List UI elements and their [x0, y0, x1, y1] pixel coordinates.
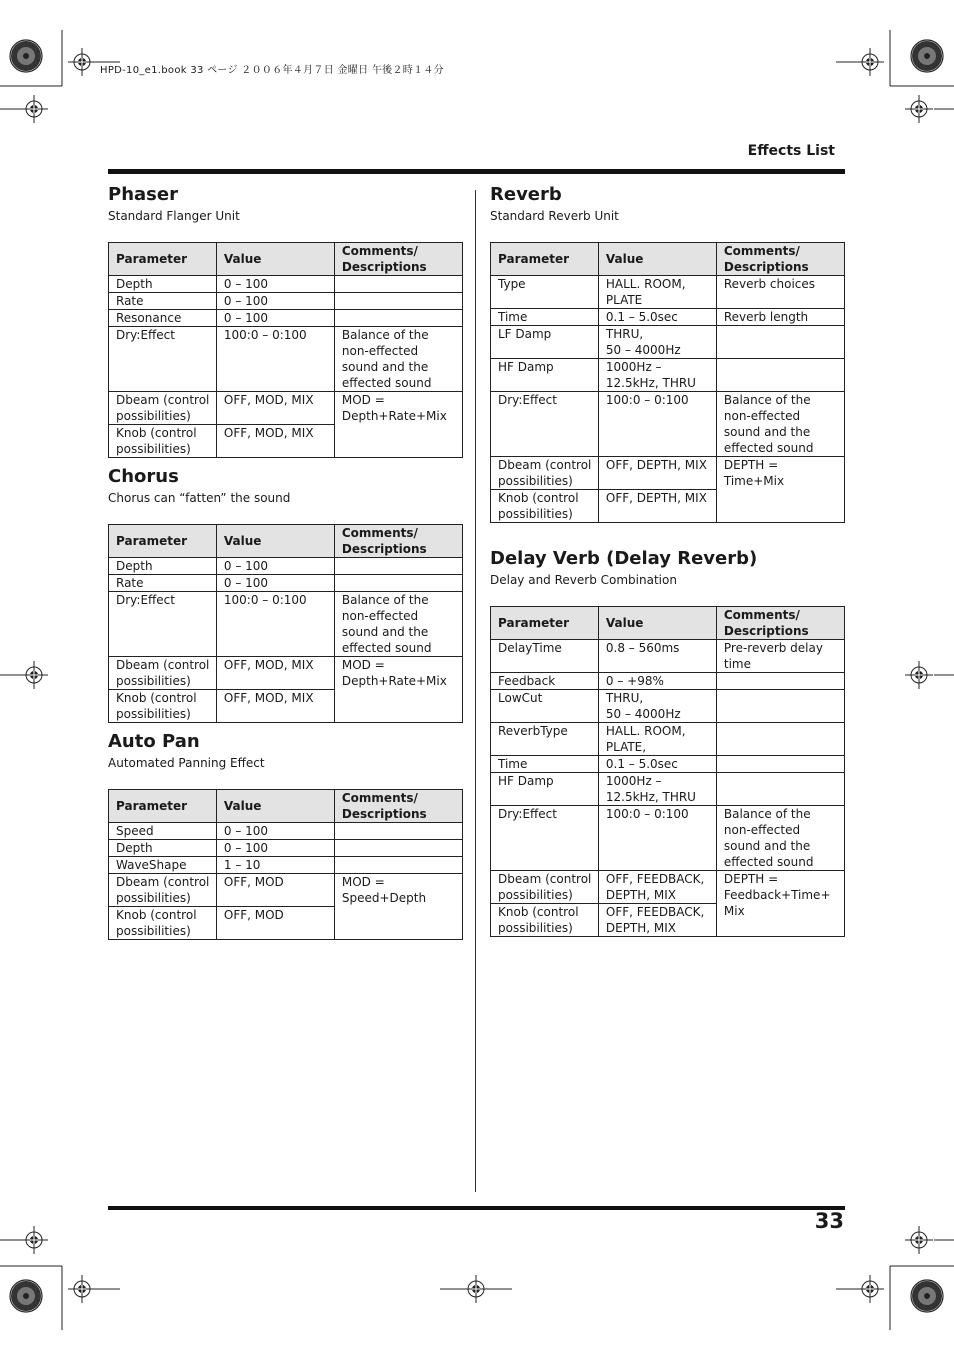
table-header-row [109, 525, 463, 558]
parameter-cell: Depth [109, 840, 217, 857]
table-row [109, 293, 463, 310]
parameter-cell: Dbeam (control possibilities) [491, 871, 599, 904]
parameter-cell: DelayTime [491, 640, 599, 673]
parameter-cell: Speed [109, 823, 217, 840]
value-cell: 1 – 10 [216, 857, 334, 874]
table-row [491, 276, 845, 309]
section-title: Delay Verb (Delay Reverb) [490, 548, 758, 569]
table-row [109, 558, 463, 575]
section-subtitle: Standard Flanger Unit [108, 209, 240, 223]
value-cell: OFF, MOD, MIX [216, 425, 334, 458]
comment-cell [716, 756, 844, 773]
parameter-cell: Knob (control possibilities) [109, 690, 217, 723]
comment-cell: Reverb choices [716, 276, 844, 309]
table-row [491, 457, 845, 490]
table-row [491, 756, 845, 773]
comment-cell [334, 857, 462, 874]
value-cell: 1000Hz – 12.5kHz, THRU [598, 773, 716, 806]
comment-cell: MOD = Speed+Depth [334, 874, 462, 940]
value-cell: 0.8 – 560ms [598, 640, 716, 673]
phaser-section [108, 184, 240, 224]
value-cell: 0 – 100 [216, 823, 334, 840]
table-header-row [491, 607, 845, 640]
value-cell: 0 – +98% [598, 673, 716, 690]
parameter-cell: Dry:Effect [109, 327, 217, 392]
value-cell: 0 – 100 [216, 276, 334, 293]
table-row [491, 392, 845, 457]
comment-cell: DEPTH = Time+Mix [716, 457, 844, 523]
parameter-cell: Knob (control possibilities) [491, 904, 599, 937]
table-row [491, 690, 845, 723]
value-cell: OFF, MOD, MIX [216, 690, 334, 723]
value-cell: 0 – 100 [216, 293, 334, 310]
comment-cell: MOD = Depth+Rate+Mix [334, 392, 462, 458]
column-header-parameter: Parameter [491, 607, 599, 640]
table-row [109, 392, 463, 425]
value-cell: 0.1 – 5.0sec [598, 309, 716, 326]
reverb-section [490, 184, 619, 224]
table-row [109, 327, 463, 392]
parameter-cell: Dbeam (control possibilities) [491, 457, 599, 490]
parameter-cell: Dry:Effect [109, 592, 217, 657]
value-cell: THRU, 50 – 4000Hz [598, 690, 716, 723]
chorus-table [108, 524, 463, 723]
parameter-cell: HF Damp [491, 359, 599, 392]
column-header-value: Value [216, 525, 334, 558]
value-cell: 0 – 100 [216, 840, 334, 857]
page-number: 33 [814, 1209, 844, 1233]
comment-cell [716, 359, 844, 392]
section-subtitle: Automated Panning Effect [108, 756, 265, 770]
table-row [491, 359, 845, 392]
table-row [109, 276, 463, 293]
parameter-cell: Dbeam (control possibilities) [109, 392, 217, 425]
running-head: Effects List [747, 143, 835, 159]
value-cell: 0.1 – 5.0sec [598, 756, 716, 773]
parameter-cell: ReverbType [491, 723, 599, 756]
table-row [109, 575, 463, 592]
comment-cell [716, 690, 844, 723]
comment-cell [334, 310, 462, 327]
value-cell: 1000Hz – 12.5kHz, THRU [598, 359, 716, 392]
book-meta-header: HPD-10_e1.book 33 ページ ２００６年４月７日 金曜日 午後２時１４分 [100, 65, 444, 76]
table-row [109, 823, 463, 840]
phaser-table [108, 242, 463, 458]
table-row [491, 723, 845, 756]
comment-cell [716, 673, 844, 690]
column-header-comments: Comments/ Descriptions [334, 790, 462, 823]
table-header-row [109, 790, 463, 823]
table-row [491, 673, 845, 690]
comment-cell [716, 773, 844, 806]
column-header-parameter: Parameter [109, 243, 217, 276]
table-header-row [491, 243, 845, 276]
comment-cell [334, 840, 462, 857]
parameter-cell: LowCut [491, 690, 599, 723]
comment-cell [334, 276, 462, 293]
parameter-cell: Time [491, 309, 599, 326]
parameter-cell: Dry:Effect [491, 806, 599, 871]
value-cell: 100:0 – 0:100 [216, 327, 334, 392]
parameter-cell: Type [491, 276, 599, 309]
column-header-parameter: Parameter [109, 790, 217, 823]
table-row [491, 309, 845, 326]
table-row [109, 657, 463, 690]
parameter-cell: Rate [109, 293, 217, 310]
column-header-comments: Comments/ Descriptions [334, 525, 462, 558]
parameter-cell: Dbeam (control possibilities) [109, 874, 217, 907]
column-header-parameter: Parameter [109, 525, 217, 558]
value-cell: OFF, MOD [216, 874, 334, 907]
chorus-section [108, 466, 290, 506]
value-cell: OFF, MOD [216, 907, 334, 940]
column-header-value: Value [598, 607, 716, 640]
table-row [491, 773, 845, 806]
comment-cell: Balance of the non-effected sound and the effected sound [334, 327, 462, 392]
comment-cell: DEPTH = Feedback+Time+ Mix [716, 871, 844, 937]
section-title: Auto Pan [108, 731, 200, 752]
comment-cell: Balance of the non-effected sound and the effected sound [716, 392, 844, 457]
column-header-comments: Comments/ Descriptions [716, 607, 844, 640]
delayverb-table [490, 606, 845, 937]
table-row [491, 806, 845, 871]
parameter-cell: Depth [109, 276, 217, 293]
value-cell: OFF, FEEDBACK, DEPTH, MIX [598, 871, 716, 904]
table-header-row [109, 243, 463, 276]
section-title: Chorus [108, 466, 179, 487]
comment-cell [334, 823, 462, 840]
comment-cell [334, 575, 462, 592]
value-cell: HALL. ROOM, PLATE [598, 276, 716, 309]
autopan-section [108, 731, 265, 771]
parameter-cell: LF Damp [491, 326, 599, 359]
value-cell: 0 – 100 [216, 310, 334, 327]
value-cell: 0 – 100 [216, 558, 334, 575]
parameter-cell: Knob (control possibilities) [109, 425, 217, 458]
comment-cell: Balance of the non-effected sound and the effected sound [716, 806, 844, 871]
table-row [109, 874, 463, 907]
section-subtitle: Chorus can “fatten” the sound [108, 491, 291, 505]
table-row [109, 592, 463, 657]
comment-cell: Pre-reverb delay time [716, 640, 844, 673]
column-header-parameter: Parameter [491, 243, 599, 276]
column-divider [475, 190, 476, 1192]
top-rule [108, 169, 845, 174]
comment-cell [334, 293, 462, 310]
comment-cell [334, 558, 462, 575]
table-row [109, 310, 463, 327]
reverb-table [490, 242, 845, 523]
parameter-cell: Dbeam (control possibilities) [109, 657, 217, 690]
column-header-comments: Comments/ Descriptions [716, 243, 844, 276]
parameter-cell: Time [491, 756, 599, 773]
comment-cell: Reverb length [716, 309, 844, 326]
comment-cell [716, 326, 844, 359]
value-cell: 100:0 – 0:100 [598, 392, 716, 457]
value-cell: 100:0 – 0:100 [598, 806, 716, 871]
value-cell: OFF, DEPTH, MIX [598, 457, 716, 490]
table-row [109, 857, 463, 874]
parameter-cell: Knob (control possibilities) [109, 907, 217, 940]
autopan-table [108, 789, 463, 940]
parameter-cell: Knob (control possibilities) [491, 490, 599, 523]
value-cell: OFF, MOD, MIX [216, 657, 334, 690]
value-cell: 0 – 100 [216, 575, 334, 592]
column-header-value: Value [598, 243, 716, 276]
parameter-cell: Feedback [491, 673, 599, 690]
bottom-rule [108, 1206, 845, 1210]
value-cell: OFF, FEEDBACK, DEPTH, MIX [598, 904, 716, 937]
column-header-value: Value [216, 243, 334, 276]
table-row [109, 840, 463, 857]
parameter-cell: Dry:Effect [491, 392, 599, 457]
table-row [491, 871, 845, 904]
section-title: Phaser [108, 184, 178, 205]
parameter-cell: Depth [109, 558, 217, 575]
value-cell: 100:0 – 0:100 [216, 592, 334, 657]
parameter-cell: Rate [109, 575, 217, 592]
value-cell: OFF, MOD, MIX [216, 392, 334, 425]
section-subtitle: Delay and Reverb Combination [490, 573, 677, 587]
comment-cell: MOD = Depth+Rate+Mix [334, 657, 462, 723]
parameter-cell: HF Damp [491, 773, 599, 806]
delayverb-section [490, 548, 757, 588]
value-cell: OFF, DEPTH, MIX [598, 490, 716, 523]
table-row [491, 326, 845, 359]
column-header-comments: Comments/ Descriptions [334, 243, 462, 276]
section-subtitle: Standard Reverb Unit [490, 209, 619, 223]
comment-cell: Balance of the non-effected sound and the effected sound [334, 592, 462, 657]
table-row [491, 640, 845, 673]
column-header-value: Value [216, 790, 334, 823]
value-cell: THRU, 50 – 4000Hz [598, 326, 716, 359]
value-cell: HALL. ROOM, PLATE, [598, 723, 716, 756]
parameter-cell: Resonance [109, 310, 217, 327]
comment-cell [716, 723, 844, 756]
parameter-cell: WaveShape [109, 857, 217, 874]
section-title: Reverb [490, 184, 562, 205]
